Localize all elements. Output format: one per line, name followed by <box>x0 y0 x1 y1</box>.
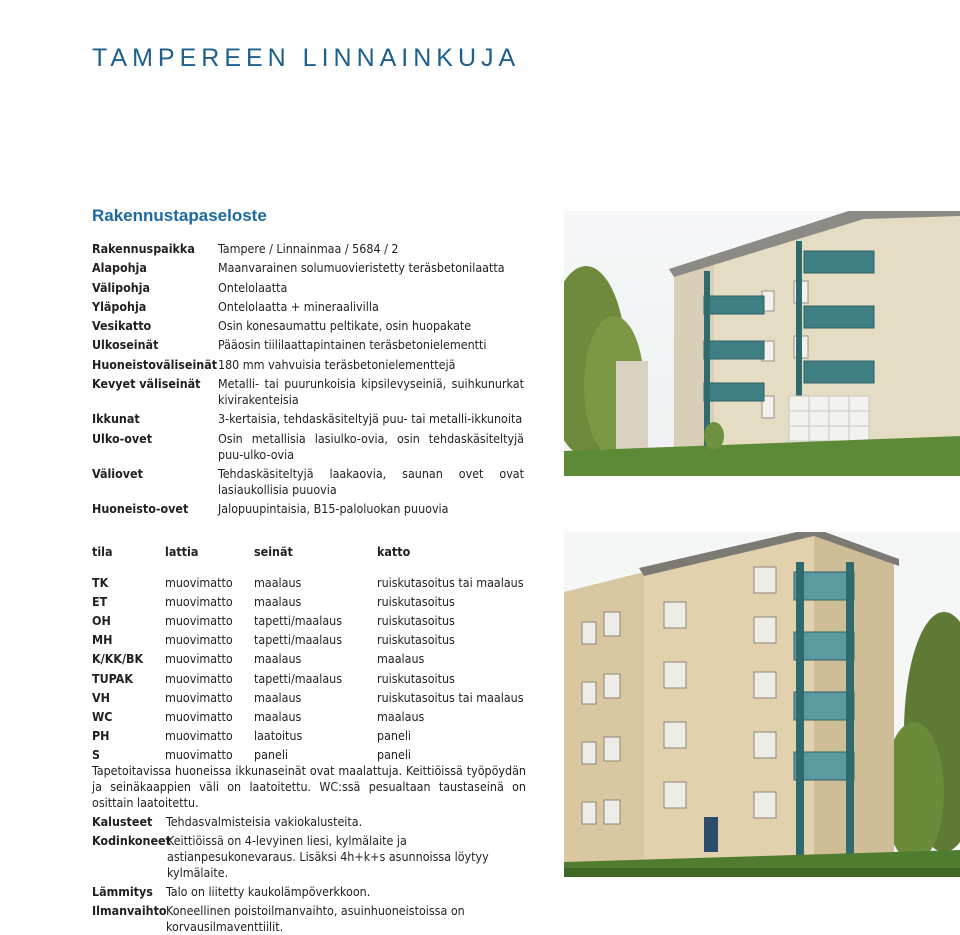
room-code: PH <box>92 727 110 743</box>
building-photo-facade <box>564 532 960 877</box>
ceiling-finish: ruiskutasoitus <box>377 632 455 648</box>
spec-row <box>92 466 532 498</box>
note-item <box>92 903 526 935</box>
section-heading: Rakennustapaseloste <box>92 206 267 225</box>
note-label: Kalusteet <box>92 814 153 829</box>
wall-finish: tapetti/maalaus <box>254 632 343 648</box>
spec-label: Väliovet <box>92 465 143 481</box>
spec-value: Maanvarainen solumuovieristetty teräsbetonilaatta <box>218 260 505 276</box>
room-code: MH <box>92 632 113 648</box>
spec-value: Metalli- tai puurunkoisia kipsilevyseiniä, suihkunurkat kivirakenteisia <box>218 376 524 408</box>
ceiling-finish: ruiskutasoitus tai maalaus <box>377 689 524 705</box>
spec-row <box>92 299 532 315</box>
building-photo-balconies <box>564 211 960 476</box>
floor-finish: muovimatto <box>165 727 233 743</box>
spec-value: Tampere / Linnainmaa / 5684 / 2 <box>218 241 399 256</box>
note-value: Koneellinen poistoilmanvaihto, asuinhuoneistoissa on korvausilmaventtiilit. <box>166 903 465 934</box>
room-code: TK <box>92 575 109 591</box>
wall-finish: maalaus <box>254 575 302 591</box>
floor-finish: muovimatto <box>165 708 233 724</box>
note-label: Lämmitys <box>92 884 153 899</box>
spec-value: Ontelolaatta <box>218 279 288 295</box>
ceiling-finish: maalaus <box>377 651 425 667</box>
floor-finish: muovimatto <box>165 670 233 686</box>
note-label: Ilmanvaihto <box>92 903 167 918</box>
column-header-lattia: lattia <box>165 544 199 559</box>
spec-label: Huoneistoväliseinät <box>92 356 218 372</box>
spec-value: Osin metallisia lasiulko-ovia, osin tehdaskäsiteltyjä puu-ulko-ovia <box>218 430 524 462</box>
spec-label: Huoneisto-ovet <box>92 501 189 517</box>
ceiling-finish: paneli <box>377 746 412 762</box>
wall-finish: maalaus <box>254 708 302 724</box>
notes-section <box>92 763 526 935</box>
column-header-katto: katto <box>377 544 411 559</box>
spec-value: Osin konesaumattu peltikate, osin huopakate <box>218 318 472 334</box>
floor-finish: muovimatto <box>165 746 233 762</box>
spec-label: Ulkoseinät <box>92 337 159 353</box>
spec-row <box>92 357 532 373</box>
room-code: WC <box>92 708 113 724</box>
floor-finish: muovimatto <box>165 651 233 667</box>
spec-row <box>92 280 532 296</box>
wall-finish: paneli <box>254 746 289 762</box>
spec-label: Yläpohja <box>92 298 147 314</box>
wall-finish: laatoitus <box>254 727 303 743</box>
spec-value: Ontelolaatta + mineraalivilla <box>218 298 379 314</box>
spec-label: Ikkunat <box>92 411 140 427</box>
spec-label: Rakennuspaikka <box>92 241 195 256</box>
note-value: Tehdasvalmisteisia vakiokalusteita. <box>166 814 363 829</box>
note-item <box>92 884 526 900</box>
spec-value: 3-kertaisia, tehdaskäsiteltyjä puu- tai metalli-ikkunoita <box>218 411 523 427</box>
spec-row <box>92 318 532 334</box>
wall-finish: tapetti/maalaus <box>254 613 343 629</box>
wall-finish: maalaus <box>254 594 302 610</box>
spec-value: 180 mm vahvuisia teräsbetonielementtejä <box>218 356 456 372</box>
note-value: Talo on liitetty kaukolämpöverkkoon. <box>166 884 371 899</box>
ceiling-finish: maalaus <box>377 708 425 724</box>
spec-row <box>92 431 532 463</box>
room-code: ET <box>92 594 108 610</box>
floor-finish: muovimatto <box>165 632 233 648</box>
spec-value: Jalopuupintaisia, B15-paloluokan puuovia <box>218 501 449 517</box>
ceiling-finish: ruiskutasoitus <box>377 670 455 686</box>
wall-finish: maalaus <box>254 651 302 667</box>
column-header-tila: tila <box>92 544 113 559</box>
room-code: OH <box>92 613 111 629</box>
spec-row <box>92 376 532 408</box>
floor-finish: muovimatto <box>165 575 233 591</box>
floor-finish: muovimatto <box>165 613 233 629</box>
spec-label: Vesikatto <box>92 318 152 334</box>
spec-value: Tehdaskäsiteltyjä laakaovia, saunan ovet ovat lasiaukollisia puuovia <box>218 465 524 497</box>
ceiling-finish: ruiskutasoitus <box>377 594 455 610</box>
spec-value: Pääosin tiililaattapintainen teräsbetonielementti <box>218 337 487 353</box>
wall-finish: maalaus <box>254 689 302 705</box>
spec-label: Alapohja <box>92 260 147 276</box>
column-header-seinat: seinät <box>254 544 293 559</box>
room-code: VH <box>92 689 110 705</box>
wall-finish: tapetti/maalaus <box>254 670 343 686</box>
room-code: K/KK/BK <box>92 651 144 667</box>
note-item <box>92 814 526 830</box>
note-label: Kodinkoneet <box>92 833 171 848</box>
spec-row <box>92 501 532 517</box>
construction-spec-list <box>92 241 532 521</box>
spec-row <box>92 260 532 276</box>
finishes-note: Tapetoitavissa huoneissa ikkunaseinät ovat maalattuja. Keittiöissä työpöydän ja seinäkaappien väli on laatoitettu. WC:ssä pesualtaan taustaseinä on osittain laatoitettu. <box>92 763 526 810</box>
spec-row <box>92 411 532 427</box>
spec-label: Kevyet väliseinät <box>92 376 201 392</box>
room-code: TUPAK <box>92 670 133 686</box>
ceiling-finish: paneli <box>377 727 412 743</box>
floor-finish: muovimatto <box>165 689 233 705</box>
note-item <box>92 833 526 881</box>
spec-row <box>92 337 532 353</box>
spec-row <box>92 241 532 257</box>
ceiling-finish: ruiskutasoitus tai maalaus <box>377 575 524 591</box>
ceiling-finish: ruiskutasoitus <box>377 613 455 629</box>
page-title: TAMPEREEN LINNAINKUJA <box>92 44 521 72</box>
note-value: Keittiöissä on 4-levyinen liesi, kylmälaite ja astianpesukonevaraus. Lisäksi 4h+k+s asunnoissa löytyy kylmälaite. <box>167 833 489 880</box>
room-code: S <box>92 746 101 762</box>
spec-label: Ulko-ovet <box>92 430 153 446</box>
spec-label: Välipohja <box>92 279 151 295</box>
floor-finish: muovimatto <box>165 594 233 610</box>
